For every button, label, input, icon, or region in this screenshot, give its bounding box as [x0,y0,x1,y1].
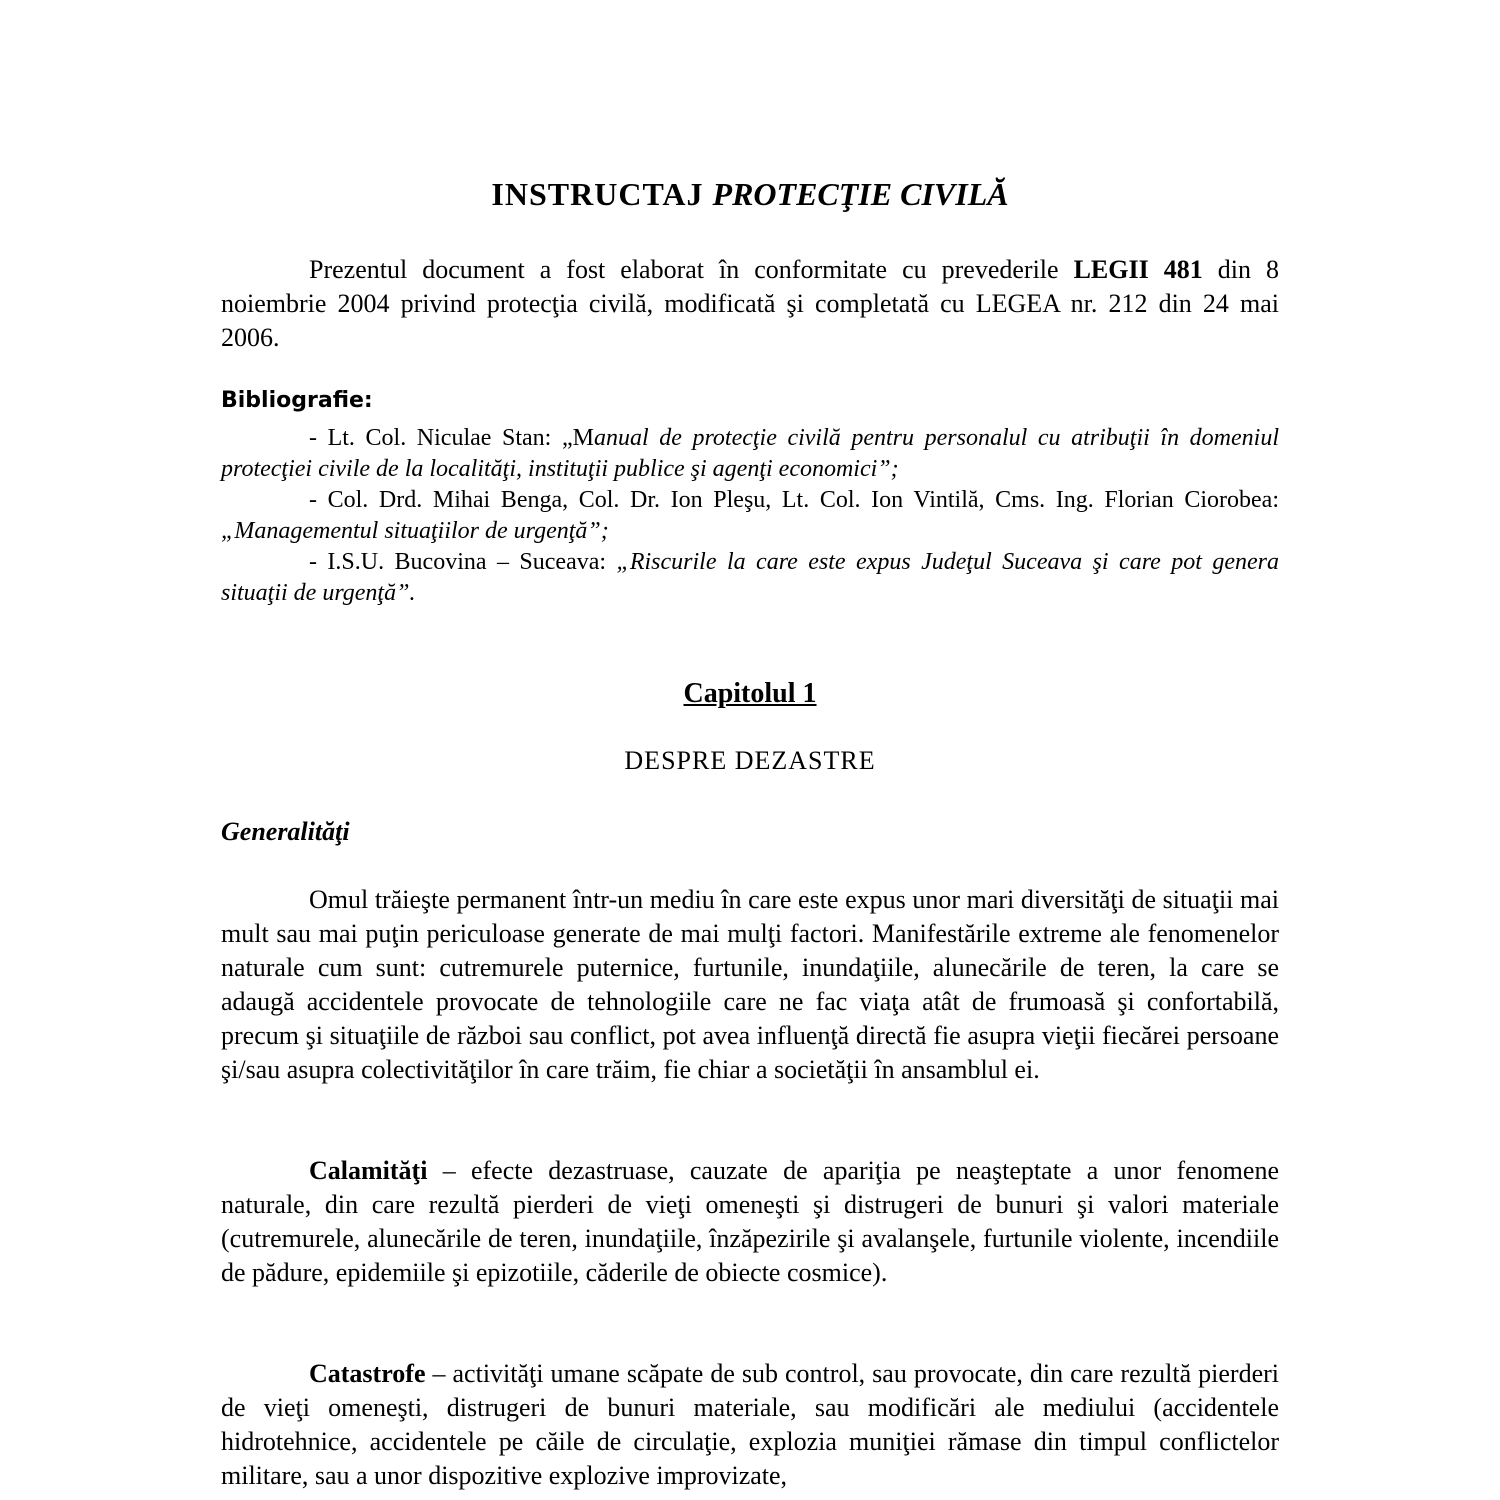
bibliography-item [221,485,1279,547]
intro-after: din 8 noiembrie 2004 privind protecţia civilă, modificată şi completată cu LEGEA nr. 212 din 24 mai 2006. [221,255,1279,352]
intro-law: LEGII 481 [1073,255,1203,284]
bibliography-work: „Riscurile la care este expus Judeţul Suceava şi care pot genera situaţii de urgenţă”. [221,549,1279,606]
document-title [0,176,1500,213]
general-section [221,817,1279,847]
calamitati-text: – efecte dezastruase, cauzate de apariţia pe neaşteptate a unor fenomene naturale, din care rezultă pierderi de vieţi omeneşti şi distrugeri de bunuri şi valori materiale (cutremurele, alunecările de teren, inundaţiile, înzăpezirile şi avalanşele, furtunile violente, incendiile de pădure, epidemiile şi epizotiile, căderile de obiecte cosmice). [221,1156,1279,1287]
intro-paragraph [221,253,1279,355]
bibliography-heading: Bibliografie: [221,388,373,413]
bibliography-item [221,423,1279,485]
general-paragraph-block [221,883,1279,1087]
catastrofe-paragraph [221,1357,1279,1493]
catastrofe-term: Catastrofe [309,1359,426,1388]
bibliography-authors: - I.S.U. Bucovina – Suceava: [309,549,617,575]
catastrofe-block [221,1357,1279,1493]
intro-block [221,253,1279,355]
general-paragraph: Omul trăieşte permanent într-un mediu în care este expus unor mari diversităţi de situaţii mai mult sau mai puţin periculoase generate de mai mulţi factori. Manifestările extreme ale fenomenelor naturale cum sunt: cutremurele puternice, furtunile, inundaţiile, alunecările de teren, la care se adaugă accidentele provocate de tehnologiile care ne fac viaţa atât de frumoasă şi confortabilă, precum şi situaţiile de război sau conflict, pot avea influenţă directă fie asupra vieţii fiecărei persoane şi/sau asupra colectivităţilor în care trăim, fie chiar a societăţii în ansamblul ei. [221,885,1279,1084]
bibliography-authors: - Col. Drd. Mihai Benga, Col. Dr. Ion Pleşu, Lt. Col. Ion Vintilă, Cms. Ing. Florian Ciorobea: [309,487,1279,513]
bibliography-work: „Managementul situaţiilor de urgenţă”; [221,518,609,544]
section-heading: Generalităţi [221,817,350,846]
bibliography-item [221,547,1279,609]
calamitati-block [221,1154,1279,1290]
chapter-subtitle: DESPRE DEZASTRE [624,746,876,775]
title-main: INSTRUCTAJ [491,176,704,212]
catastrofe-text: – activităţi umane scăpate de sub control, sau provocate, din care rezultă pierderi de vieţi omeneşti, distrugeri de bunuri materiale, sau modificări ale mediului (accidentele hidrotehnice, accidentele pe căile de circulaţie, explozia muniţiei rămase din timpul conflictelor militare, sau a unor dispozitive explozive improvizate, [221,1359,1279,1490]
title-italic: PROTECŢIE CIVILĂ [712,176,1009,212]
chapter-label: Capitolul 1 [683,678,817,709]
calamitati-paragraph [221,1154,1279,1290]
calamitati-term: Calamităţi [309,1156,428,1185]
bibliography-authors: - Lt. Col. Niculae Stan: „M [309,425,594,451]
bibliography-work: anual de protecţie civilă pentru personalul cu atribuţii în domeniul protecţiei civile de la localităţi, instituţii publice şi agenţi economici”; [221,425,1279,482]
intro-before: Prezentul document a fost elaborat în conformitate cu prevederile [309,255,1074,284]
bibliography-block [221,388,1279,609]
